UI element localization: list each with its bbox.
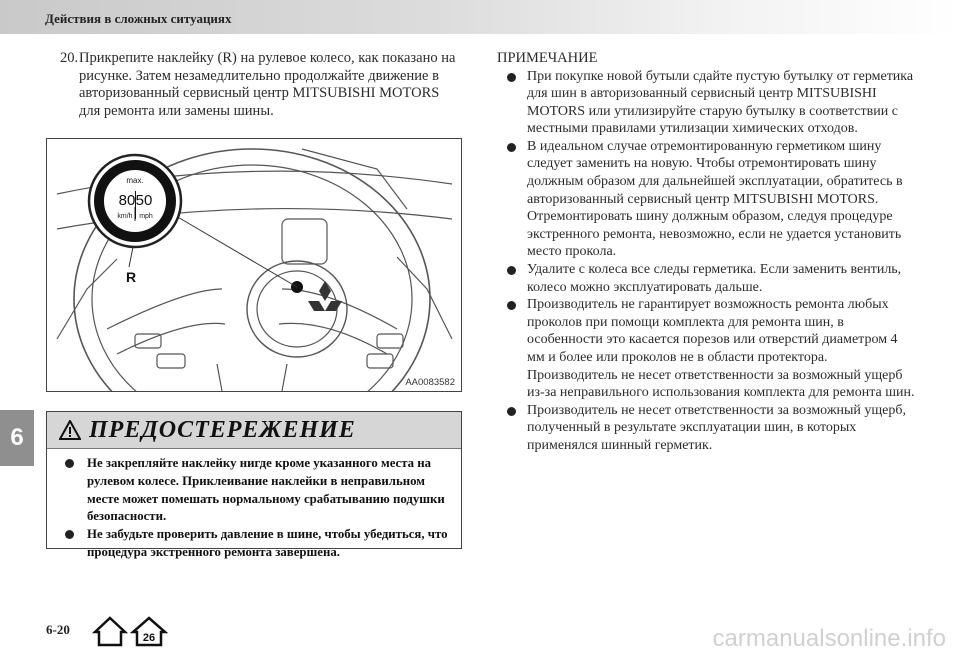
warning-list <box>47 449 461 562</box>
step-number: 20. <box>60 50 79 66</box>
warning-item <box>63 526 451 562</box>
note-item-text: В идеальном случае отремонтированную герметиком шину следует заменить на новую. Чтобы отремонтировать шину должным образом для дальнейшей эксплуатации, обратитесь в авторизованный сервисный центр MITSUBISHI MOTORS. Отремонтировать шину должным образом, следуя процедуре экстренного ремонта, невозможно, если не удается установить место прокола. <box>527 138 903 260</box>
car-icon[interactable] <box>130 615 168 647</box>
watermark: carmanualsonline.info <box>712 625 946 652</box>
bullet-icon <box>507 407 516 416</box>
bullet-icon <box>65 530 74 539</box>
warning-item-text: Не закрепляйте наклейку нигде кроме указанного места на рулевом колесе. Приклеивание наклейки в неправильном месте может помешать нормальному срабатыванию подушки безопасности. <box>87 456 445 524</box>
warning-item <box>63 455 451 526</box>
warning-item-text: Не забудьте проверить давление в шине, чтобы убедиться, что процедура экстренного ремонта завершена. <box>87 527 448 559</box>
note-item <box>497 68 917 138</box>
note-item <box>497 138 917 261</box>
instruction-step <box>60 50 460 120</box>
sticker-kmh-unit: km/h <box>117 213 133 220</box>
bullet-icon <box>507 73 516 82</box>
sticker-max-label: max. <box>126 176 144 185</box>
note-item-text: При покупке новой бутыли сдайте пустую бутылку от герметика для шин в авторизованный сервисный центр MITSUBISHI MOTORS или утилизируйте старую бутылку в соответствии с местными правилами утилизации химических отходов. <box>527 68 914 137</box>
bullet-icon <box>507 301 516 310</box>
warning-header <box>47 412 461 449</box>
car-icon-label: 26 <box>142 632 156 644</box>
note-item <box>497 402 917 455</box>
sticker-kmh-value: 80 <box>118 192 136 209</box>
sticker-mph-value: 50 <box>135 192 153 209</box>
bullet-icon <box>65 459 74 468</box>
page-number: 6-20 <box>46 622 70 637</box>
chapter-tab <box>0 410 34 466</box>
note-item-text: Производитель не гарантирует возможность ремонта любых проколов при помощи комплекта для ремонта шин, в особенности это касается порезов или отверстий диаметром 4 мм и более или проколов не в области протектора. Производитель не несет ответственности за возможный ущерб из-за неправильного использования комплекта для ремонта шин. <box>527 297 915 401</box>
note-item-text: Удалите с колеса все следы герметика. Если заменить вентиль, колесо можно эксплуатировать дальше. <box>527 262 902 295</box>
step-text: Прикрепите наклейку (R) на рулевое колесо, как показано на рисунке. Затем незамедлительно продолжайте движение в авторизованный сервисный центр MITSUBISHI MOTORS для ремонта или замены шины. <box>79 50 456 119</box>
note-title: ПРИМЕЧАНИЕ <box>497 50 598 66</box>
bullet-icon <box>507 266 516 275</box>
section-title: Действия в сложных ситуациях <box>45 11 232 26</box>
warning-title: ПРЕДОСТЕРЕЖЕНИЕ <box>89 416 356 443</box>
note-item-text: Производитель не несет ответственности за возможный ущерб, полученный в результате эксплуатации шин, в которых применялся шинный герметик. <box>527 402 907 453</box>
home-icon[interactable] <box>92 615 128 647</box>
warning-triangle-icon <box>59 420 81 440</box>
chapter-number: 6 <box>10 424 24 451</box>
callout-r-label: R <box>125 269 137 285</box>
warning-box <box>46 411 462 559</box>
steering-wheel-figure <box>46 138 462 392</box>
note-list <box>497 68 917 455</box>
sticker-mph-unit: mph <box>139 213 153 220</box>
bullet-icon <box>507 143 516 152</box>
note-item <box>497 261 917 296</box>
note-section <box>497 50 917 455</box>
steering-wheel-illustration <box>47 139 461 391</box>
figure-id: AA0083582 <box>405 377 455 388</box>
note-item <box>497 296 917 402</box>
